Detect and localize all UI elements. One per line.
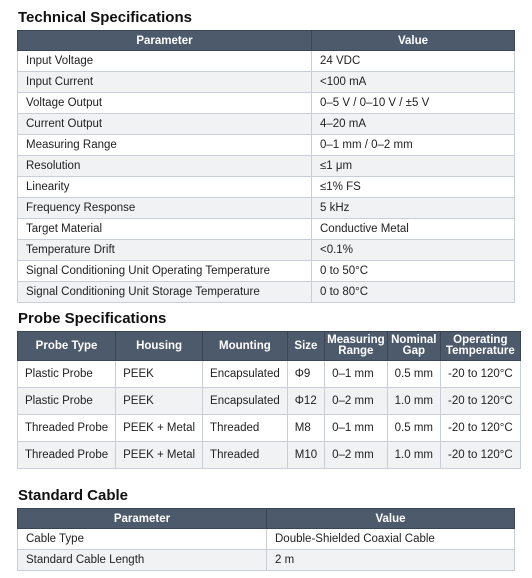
column-header: Value <box>267 509 515 529</box>
table-row <box>18 93 515 114</box>
probe-specifications-table <box>17 331 521 469</box>
column-header: Size <box>287 332 324 361</box>
column-header: Parameter <box>18 509 267 529</box>
table-cell: 0 to 80°C <box>312 282 515 303</box>
column-header: Measuring Range <box>325 332 388 361</box>
table-row <box>18 219 515 240</box>
table-cell: Standard Cable Length <box>18 550 267 571</box>
technical-specifications-table <box>17 30 515 303</box>
table-header-row <box>18 509 515 529</box>
column-header: Operating Temperature <box>440 332 520 361</box>
table-cell: Threaded Probe <box>18 415 116 442</box>
column-header: Mounting <box>203 332 288 361</box>
table-cell: Resolution <box>18 156 312 177</box>
table-cell: Current Output <box>18 114 312 135</box>
table-cell: Threaded <box>203 442 288 469</box>
table-row <box>18 282 515 303</box>
table-cell: Plastic Probe <box>18 361 116 388</box>
table-cell: 0.5 mm <box>387 361 440 388</box>
table-cell: 2 m <box>267 550 515 571</box>
table-cell: Conductive Metal <box>312 219 515 240</box>
standard-cable-title: Standard Cable <box>18 487 129 504</box>
table-cell: 4–20 mA <box>312 114 515 135</box>
table-cell: 0–1 mm / 0–2 mm <box>312 135 515 156</box>
standard-cable-table <box>17 508 515 571</box>
table-row <box>18 415 521 442</box>
table-cell: <0.1% <box>312 240 515 261</box>
table-row <box>18 72 515 93</box>
table-row <box>18 177 515 198</box>
table-cell: ≤1 μm <box>312 156 515 177</box>
table-row <box>18 388 521 415</box>
table-header-row <box>18 332 521 361</box>
table-cell: 5 kHz <box>312 198 515 219</box>
table-cell: Encapsulated <box>203 388 288 415</box>
table-row <box>18 261 515 282</box>
table-cell: Φ12 <box>287 388 324 415</box>
table-cell: M10 <box>287 442 324 469</box>
table-cell: Cable Type <box>18 529 267 550</box>
column-header: Parameter <box>18 31 312 51</box>
table-cell: Signal Conditioning Unit Operating Temperature <box>18 261 312 282</box>
column-header: Housing <box>116 332 203 361</box>
table-cell: 0.5 mm <box>387 415 440 442</box>
table-row <box>18 240 515 261</box>
table-cell: Voltage Output <box>18 93 312 114</box>
table-cell: PEEK <box>116 361 203 388</box>
table-cell: Plastic Probe <box>18 388 116 415</box>
table-row <box>18 51 515 72</box>
table-cell: -20 to 120°C <box>440 415 520 442</box>
table-cell: Linearity <box>18 177 312 198</box>
table-cell: Double-Shielded Coaxial Cable <box>267 529 515 550</box>
table-row <box>18 550 515 571</box>
table-row <box>18 442 521 469</box>
table-row <box>18 361 521 388</box>
table-row <box>18 114 515 135</box>
table-header-row <box>18 31 515 51</box>
table-cell: Threaded Probe <box>18 442 116 469</box>
table-cell: Input Current <box>18 72 312 93</box>
table-cell: -20 to 120°C <box>440 442 520 469</box>
table-cell: PEEK + Metal <box>116 415 203 442</box>
table-cell: 0–1 mm <box>325 415 388 442</box>
column-header: Nominal Gap <box>387 332 440 361</box>
table-row <box>18 135 515 156</box>
table-cell: Input Voltage <box>18 51 312 72</box>
table-cell: Target Material <box>18 219 312 240</box>
table-cell: Signal Conditioning Unit Storage Temperature <box>18 282 312 303</box>
table-cell: Encapsulated <box>203 361 288 388</box>
table-cell: 0–2 mm <box>325 442 388 469</box>
table-cell: Φ9 <box>287 361 324 388</box>
table-cell: 24 VDC <box>312 51 515 72</box>
table-cell: ≤1% FS <box>312 177 515 198</box>
table-row <box>18 529 515 550</box>
table-cell: Temperature Drift <box>18 240 312 261</box>
table-row <box>18 198 515 219</box>
table-cell: -20 to 120°C <box>440 361 520 388</box>
table-cell: 1.0 mm <box>387 442 440 469</box>
table-cell: Threaded <box>203 415 288 442</box>
technical-specifications-title: Technical Specifications <box>18 9 192 26</box>
table-cell: M8 <box>287 415 324 442</box>
table-cell: 0–1 mm <box>325 361 388 388</box>
table-cell: 0–5 V / 0–10 V / ±5 V <box>312 93 515 114</box>
probe-specifications-title: Probe Specifications <box>18 310 167 327</box>
table-cell: -20 to 120°C <box>440 388 520 415</box>
column-header: Probe Type <box>18 332 116 361</box>
table-cell: 0–2 mm <box>325 388 388 415</box>
table-cell: 0 to 50°C <box>312 261 515 282</box>
table-row <box>18 156 515 177</box>
table-cell: Frequency Response <box>18 198 312 219</box>
table-cell: <100 mA <box>312 72 515 93</box>
table-cell: PEEK <box>116 388 203 415</box>
table-cell: PEEK + Metal <box>116 442 203 469</box>
table-cell: 1.0 mm <box>387 388 440 415</box>
table-cell: Measuring Range <box>18 135 312 156</box>
column-header: Value <box>312 31 515 51</box>
